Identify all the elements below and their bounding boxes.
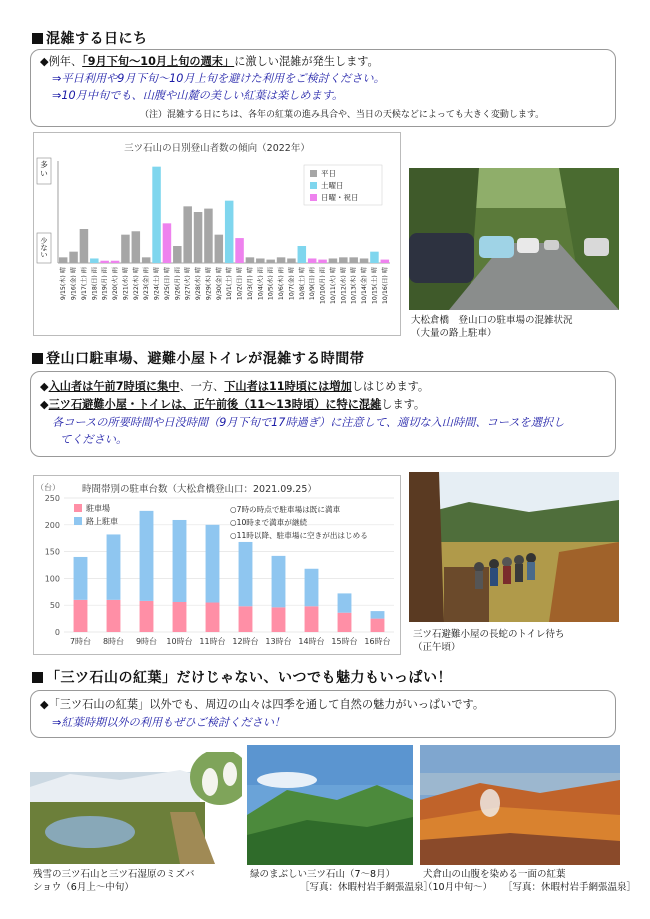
chart2-bar-street <box>107 534 121 599</box>
chart2-bar-street <box>371 611 385 619</box>
chart2-bar-lot <box>305 606 319 632</box>
chart1-tick-label: 10/6(木) 雨 <box>278 267 286 301</box>
chart1-tick-label: 10/15(土) 晴 <box>371 267 379 305</box>
chart1-bar <box>59 257 68 263</box>
chart2-bar-lot <box>173 602 187 632</box>
chart1-ylabel-top: 多い <box>40 160 48 178</box>
chart1-tick-label: 10/1(土) 晴 <box>226 267 234 301</box>
parking-congestion-photo <box>409 168 619 310</box>
chart1-tick-label: 9/16(金) 晴 <box>70 267 78 301</box>
section2-line1: ◆入山者は午前7時頃に集中、一方、下山者は11時頃には増加しはじめます。 <box>40 380 430 393</box>
chart1-tick-label: 10/3(月) 晴 <box>246 267 254 301</box>
chart1-tick-label: 9/21(水) 晴 <box>122 267 130 301</box>
chart1-tick-label: 10/7(金) 晴 <box>288 267 296 301</box>
section1-line3: ⇒10月中旬でも、山腹や山麓の美しい紅葉は楽しめます。 <box>52 89 344 102</box>
chart1-bar <box>215 235 224 263</box>
photo3a-caption1: 残雪の三ツ石山と三ツ石湿原のミズバ <box>33 869 195 880</box>
chart1-bar <box>235 238 244 263</box>
chart2-y-tick: 0 <box>54 628 60 637</box>
section1-note: （注）混雑する日にちは、各年の紅葉の進み具合や、当日の天候などによっても大きく変動します。 <box>140 110 545 120</box>
chart2-x-tick: 14時台 <box>298 637 325 646</box>
chart2-y-tick: 100 <box>44 574 60 584</box>
daily-climbers-chart <box>33 132 401 336</box>
chart1-bar <box>121 235 130 263</box>
chart2-x-tick: 9時台 <box>135 637 158 646</box>
chart2-bar-lot <box>239 606 253 632</box>
chart1-tick-label: 10/9(日) 雨 <box>309 267 317 301</box>
mizubasho-image <box>30 752 242 864</box>
chart2-bar-lot <box>206 603 220 632</box>
chart2-legend-label: 駐車場 <box>86 504 110 513</box>
photo3b-credit: ［写真：休暇村岩手網張温泉］ <box>300 882 434 893</box>
chart2-y-tick: 150 <box>44 547 60 557</box>
chart2-x-tick: 11時台 <box>199 637 226 646</box>
chart2-y-tick: 200 <box>44 520 60 530</box>
chart1-tick-label: 10/16(日) 晴 <box>381 267 389 305</box>
chart1-legend-swatch <box>310 194 317 201</box>
section2-heading: 登山口駐車場、避難小屋トイレが混雑する時間帯 <box>32 348 364 368</box>
hourly-parking-svg <box>34 476 400 654</box>
chart1-tick-label: 9/15(木) 晴 <box>60 267 68 301</box>
chart1-bar <box>329 258 338 263</box>
photo3c-caption2: （10月中旬～） <box>423 882 493 893</box>
toilet-queue-photo <box>409 472 619 622</box>
photo1-caption2: （大量の路上駐車） <box>411 328 497 339</box>
chart1-tick-label: 9/26(月) 雨 <box>174 267 182 301</box>
chart1-tick-label: 9/20(火) 雨 <box>112 267 120 301</box>
chart1-bar <box>80 229 89 263</box>
section3-line2: ⇒紅葉時期以外の利用もぜひご検討ください！ <box>52 716 286 729</box>
chart2-x-tick: 10時台 <box>166 637 193 646</box>
section2-line2: ◆三ツ石避難小屋・トイレは、正午前後（11～13時頃）に特に混雑します。 <box>40 398 426 411</box>
autumn-leaves-image <box>420 745 620 865</box>
chart2-y-tick: 250 <box>44 494 60 503</box>
chart1-tick-label: 10/14(金) 晴 <box>361 267 369 305</box>
chart1-legend-label: 土曜日 <box>321 181 344 190</box>
chart1-legend-label: 平日 <box>321 169 336 178</box>
chart1-tick-label: 10/12(水) 晴 <box>340 267 348 305</box>
chart2-y-tick: 50 <box>49 601 60 611</box>
chart1-tick-label: 9/30(金) 晴 <box>215 267 223 301</box>
chart1-tick-label: 9/27(火) 晴 <box>184 267 192 301</box>
chart2-bar-street <box>305 569 319 607</box>
chart1-tick-label: 10/4(火) 雨 <box>257 267 265 301</box>
chart2-bar-lot <box>371 619 385 632</box>
chart1-bar <box>256 258 265 263</box>
chart1-bar <box>152 167 161 263</box>
chart1-tick-label: 9/23(金) 雨 <box>143 267 151 301</box>
chart1-bar <box>266 260 275 263</box>
chart2-legend-swatch <box>74 517 82 525</box>
chart1-tick-label: 9/24(土) 晴 <box>153 267 161 301</box>
photo3c-credit: ［写真：休暇村岩手網張温泉］ <box>503 882 637 893</box>
chart1-bar <box>163 223 172 263</box>
chart1-tick-label: 10/13(木) 晴 <box>350 267 358 305</box>
chart2-ylabel: （台） <box>36 483 60 492</box>
photo1-caption1: 大松倉橋 登山口の駐車場の混雑状況 <box>411 315 573 326</box>
chart1-title: 三ツ石山の日別登山者数の傾向（2022年） <box>124 143 310 154</box>
chart2-bar-street <box>338 593 352 612</box>
chart2-annotation: ○7時の時点で駐車場は既に満車 <box>230 505 341 514</box>
chart2-x-tick: 8時台 <box>102 637 125 646</box>
chart2-bar-street <box>173 520 187 602</box>
chart1-bar <box>142 257 151 263</box>
chart1-bar <box>111 261 120 263</box>
parking-photo-image <box>409 168 619 310</box>
chart1-tick-label: 10/11(火) 晴 <box>329 267 337 305</box>
chart1-bar <box>69 252 78 263</box>
chart2-bar-lot <box>74 600 88 632</box>
chart2-legend-swatch <box>74 504 82 512</box>
chart1-bar <box>308 258 317 263</box>
chart1-legend-label: 日曜・祝日 <box>321 193 359 202</box>
chart1-tick-label: 9/18(日) 雨 <box>91 267 99 301</box>
chart2-legend-label: 路上駐車 <box>86 517 118 526</box>
chart1-tick-label: 10/2(日) 晴 <box>236 267 244 301</box>
chart2-x-tick: 13時台 <box>265 637 292 646</box>
chart1-bar <box>194 212 203 263</box>
chart1-bar <box>204 209 213 263</box>
chart1-bar <box>173 246 182 263</box>
daily-climbers-svg <box>34 133 400 335</box>
chart1-bar <box>318 260 327 263</box>
photo3a-caption2: ショウ（6月上～中旬） <box>33 882 134 893</box>
chart1-bar <box>100 261 109 263</box>
photo3b-caption1: 緑のまぶしい三ツ石山（7～8月） <box>250 869 396 880</box>
section2-line4: てください。 <box>60 433 128 446</box>
mizubasho-photo <box>30 752 242 864</box>
chart1-tick-label: 9/29(木) 晴 <box>205 267 213 301</box>
chart2-annotation: ○11時以降、駐車場に空きが出はじめる <box>230 531 368 540</box>
chart1-bar <box>225 201 234 263</box>
chart2-annotation: ○10時まで満車が継続 <box>230 518 308 527</box>
chart1-bar <box>277 257 286 263</box>
chart1-bar <box>132 231 141 263</box>
hourly-parking-chart <box>33 475 401 655</box>
photo2-caption2: （正午頃） <box>413 642 461 653</box>
chart1-bar <box>246 257 255 263</box>
chart2-bar-lot <box>140 601 154 632</box>
chart1-bar <box>349 257 358 263</box>
section1-line2: ⇒平日利用や9月下旬～10月上旬を避けた利用をご検討ください。 <box>52 72 385 85</box>
chart1-bar <box>298 246 307 263</box>
toilet-queue-image <box>409 472 619 622</box>
chart1-tick-label: 9/19(月) 雨 <box>101 267 109 301</box>
photo2-caption1: 三ツ石避難小屋の長蛇のトイレ待ち <box>413 629 565 640</box>
chart1-bar <box>360 258 369 263</box>
chart1-bar <box>287 258 296 263</box>
chart1-tick-label: 10/5(水) 雨 <box>267 267 275 301</box>
photo3c-caption1: 犬倉山の山腹を染める一面の紅葉 <box>423 869 566 880</box>
chart2-bar-street <box>74 557 88 600</box>
section1-heading: 混雑する日にち <box>32 28 148 48</box>
section1-line1: ◆例年、「9月下旬～10月上旬の週末」に激しい混雑が発生します。 <box>40 55 379 68</box>
chart2-x-tick: 15時台 <box>331 637 358 646</box>
chart1-bar <box>90 258 99 263</box>
chart1-tick-label: 9/22(木) 晴 <box>132 267 140 301</box>
section2-line3: 各コースの所要時間や日没時間（9月下旬で17時過ぎ）に注意して、適切な入山時間、コースを選択し <box>52 416 565 429</box>
chart2-x-tick: 16時台 <box>364 637 391 646</box>
green-mountain-photo <box>247 745 413 865</box>
chart2-bar-street <box>272 556 286 607</box>
autumn-leaves-photo <box>420 745 620 865</box>
chart1-legend-swatch <box>310 170 317 177</box>
chart2-title: 時間帯別の駐車台数（大松倉橋登山口：2021.09.25） <box>82 484 317 495</box>
chart2-bar-street <box>206 525 220 603</box>
chart2-bar-lot <box>272 607 286 632</box>
chart1-tick-label: 10/10(月) 雨 <box>319 267 327 305</box>
chart2-x-tick: 7時台 <box>69 637 92 646</box>
chart1-ylabel-bottom: 少ない <box>40 237 48 259</box>
chart2-bar-lot <box>107 600 121 632</box>
section3-line1: ◆「三ツ石山の紅葉」以外でも、周辺の山々は四季を通して自然の魅力がいっぱいです。 <box>40 698 485 711</box>
chart1-tick-label: 9/17(土) 雨 <box>80 267 88 301</box>
chart2-bar-street <box>239 542 253 606</box>
section3-heading: 「三ツ石山の紅葉」だけじゃない、いつでも魅力もいっぱい！ <box>32 667 452 687</box>
chart1-bar <box>339 257 348 263</box>
chart1-bar <box>183 206 192 263</box>
chart2-bar-street <box>140 511 154 601</box>
green-mountain-image <box>247 745 413 865</box>
chart1-bar <box>370 252 379 263</box>
chart1-bar <box>381 260 390 263</box>
chart1-tick-label: 9/25(日) 晴 <box>163 267 171 301</box>
chart1-legend-swatch <box>310 182 317 189</box>
chart1-tick-label: 10/8(土) 晴 <box>298 267 306 301</box>
chart2-x-tick: 12時台 <box>232 637 259 646</box>
chart1-tick-label: 9/28(水) 晴 <box>195 267 203 301</box>
chart2-bar-lot <box>338 613 352 632</box>
